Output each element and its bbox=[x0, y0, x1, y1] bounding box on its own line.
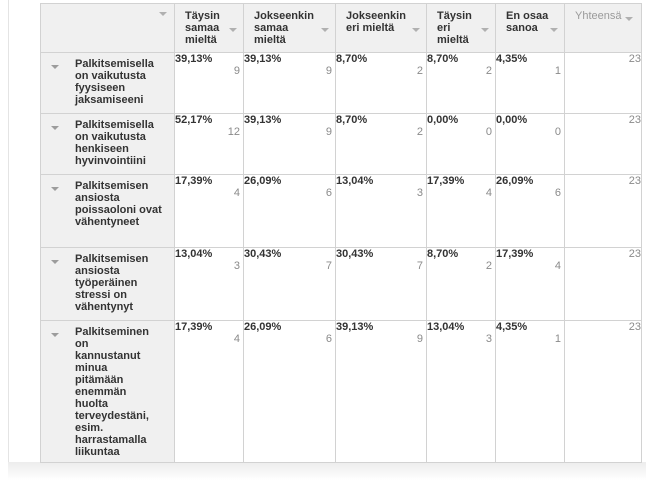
data-cell bbox=[336, 114, 427, 175]
percent-value: 17,39% bbox=[175, 321, 213, 333]
row-label: Palkitsemisen ansiosta poissaoloni ovat vähentyneet bbox=[75, 180, 162, 228]
row-label: Palkitsemisella on vaikutusta fyysiseen jaksamiseeni bbox=[75, 58, 154, 106]
percent-value: 17,39% bbox=[427, 175, 465, 187]
window-frame-left bbox=[8, 0, 9, 480]
column-header-label: Jokseenkin eri mieltä bbox=[346, 10, 406, 34]
count-value: 3 bbox=[485, 333, 492, 345]
data-cell bbox=[496, 321, 565, 463]
count-value: 0 bbox=[485, 126, 492, 138]
data-cell bbox=[427, 175, 496, 248]
column-header-label: Täysin samaa mieltä bbox=[185, 10, 220, 46]
data-cell bbox=[496, 248, 565, 321]
count-value: 12 bbox=[227, 126, 240, 138]
data-cell bbox=[336, 53, 427, 114]
row-label-cell bbox=[41, 248, 175, 321]
data-cell bbox=[427, 53, 496, 114]
count-value: 2 bbox=[485, 65, 492, 77]
header-row bbox=[41, 4, 642, 53]
table-row bbox=[41, 248, 642, 321]
column-header-label: Jokseenkin samaa mieltä bbox=[254, 10, 314, 46]
percent-value: 13,04% bbox=[175, 248, 213, 260]
count-value: 4 bbox=[554, 260, 561, 272]
row-label-cell bbox=[41, 321, 175, 463]
data-cell bbox=[175, 53, 244, 114]
row-label: Palkitsemisen ansiosta työperäinen stressi on vähentynyt bbox=[75, 253, 149, 313]
chevron-down-icon[interactable] bbox=[51, 187, 59, 191]
count-value: 4 bbox=[485, 187, 492, 199]
percent-value: 30,43% bbox=[244, 248, 282, 260]
data-cell bbox=[175, 321, 244, 463]
column-header[interactable] bbox=[336, 4, 427, 53]
chevron-down-icon[interactable] bbox=[550, 28, 558, 32]
percent-value: 0,00% bbox=[496, 114, 528, 126]
percent-value: 39,13% bbox=[336, 321, 374, 333]
column-header[interactable] bbox=[244, 4, 336, 53]
data-cell bbox=[336, 321, 427, 463]
count-value: 3 bbox=[416, 187, 423, 199]
count-value: 4 bbox=[233, 187, 240, 199]
percent-value: 13,04% bbox=[336, 175, 374, 187]
data-cell bbox=[427, 114, 496, 175]
chevron-down-icon[interactable] bbox=[321, 28, 329, 32]
column-header-total[interactable] bbox=[565, 4, 642, 53]
chevron-down-icon[interactable] bbox=[412, 28, 420, 32]
percent-value: 4,35% bbox=[496, 53, 528, 65]
count-value: 9 bbox=[325, 65, 332, 77]
percent-value: 17,39% bbox=[175, 175, 213, 187]
chevron-down-icon[interactable] bbox=[51, 65, 59, 69]
column-header[interactable] bbox=[427, 4, 496, 53]
count-value: 7 bbox=[416, 260, 423, 272]
percent-value: 13,04% bbox=[427, 321, 465, 333]
percent-value: 39,13% bbox=[244, 114, 282, 126]
data-cell bbox=[336, 248, 427, 321]
column-header[interactable] bbox=[175, 4, 244, 53]
count-value: 2 bbox=[416, 65, 423, 77]
percent-value: 52,17% bbox=[175, 114, 213, 126]
percent-value: 26,09% bbox=[244, 321, 282, 333]
data-cell bbox=[244, 321, 336, 463]
count-value: 9 bbox=[325, 126, 332, 138]
chevron-down-icon[interactable] bbox=[481, 28, 489, 32]
data-cell bbox=[175, 114, 244, 175]
data-cell bbox=[175, 248, 244, 321]
total-cell: 23 bbox=[565, 321, 642, 463]
count-value: 2 bbox=[485, 260, 492, 272]
data-cell bbox=[496, 175, 565, 248]
data-cell bbox=[336, 175, 427, 248]
chevron-down-icon[interactable] bbox=[229, 28, 237, 32]
percent-value: 30,43% bbox=[336, 248, 374, 260]
chevron-down-icon[interactable] bbox=[51, 126, 59, 130]
results-table bbox=[40, 3, 642, 463]
percent-value: 4,35% bbox=[496, 321, 528, 333]
count-value: 4 bbox=[233, 333, 240, 345]
percent-value: 8,70% bbox=[336, 53, 368, 65]
percent-value: 39,13% bbox=[175, 53, 213, 65]
percent-value: 8,70% bbox=[427, 53, 459, 65]
data-cell bbox=[244, 175, 336, 248]
count-value: 7 bbox=[325, 260, 332, 272]
chevron-down-icon[interactable] bbox=[51, 333, 59, 337]
corner-header[interactable] bbox=[41, 4, 175, 53]
table-bottom-shadow bbox=[8, 462, 646, 480]
table-row bbox=[41, 53, 642, 114]
row-label-cell bbox=[41, 53, 175, 114]
percent-value: 39,13% bbox=[244, 53, 282, 65]
data-cell bbox=[496, 114, 565, 175]
count-value: 6 bbox=[325, 333, 332, 345]
data-cell bbox=[244, 53, 336, 114]
percent-value: 0,00% bbox=[427, 114, 459, 126]
count-value: 2 bbox=[416, 126, 423, 138]
data-cell bbox=[496, 53, 565, 114]
data-cell bbox=[175, 175, 244, 248]
total-cell: 23 bbox=[565, 53, 642, 114]
percent-value: 8,70% bbox=[427, 248, 459, 260]
count-value: 6 bbox=[554, 187, 561, 199]
count-value: 9 bbox=[233, 65, 240, 77]
total-cell: 23 bbox=[565, 248, 642, 321]
table-row bbox=[41, 175, 642, 248]
count-value: 0 bbox=[554, 126, 561, 138]
percent-value: 17,39% bbox=[496, 248, 534, 260]
row-label: Palkitseminen on kannustanut minua pitämään enemmän huolta terveydestäni, esim. harrastamalla liikuntaa bbox=[75, 326, 149, 458]
count-value: 6 bbox=[325, 187, 332, 199]
total-cell: 23 bbox=[565, 114, 642, 175]
table-row bbox=[41, 321, 642, 463]
column-header-label: Yhteensä bbox=[575, 10, 622, 22]
count-value: 9 bbox=[416, 333, 423, 345]
data-cell bbox=[244, 248, 336, 321]
chevron-down-icon[interactable] bbox=[51, 260, 59, 264]
data-cell bbox=[427, 248, 496, 321]
chevron-down-icon[interactable] bbox=[625, 17, 633, 21]
count-value: 3 bbox=[233, 260, 240, 272]
column-header-label: Täysin eri mieltä bbox=[437, 10, 472, 46]
column-header[interactable] bbox=[496, 4, 565, 53]
percent-value: 26,09% bbox=[496, 175, 534, 187]
chevron-down-icon[interactable] bbox=[159, 12, 167, 16]
percent-value: 8,70% bbox=[336, 114, 368, 126]
data-cell bbox=[427, 321, 496, 463]
percent-value: 26,09% bbox=[244, 175, 282, 187]
row-label: Palkitsemisella on vaikutusta henkiseen hyvinvointiini bbox=[75, 119, 154, 167]
row-label-cell bbox=[41, 175, 175, 248]
column-header-label: En osaa sanoa bbox=[506, 10, 549, 34]
total-cell: 23 bbox=[565, 175, 642, 248]
count-value: 1 bbox=[554, 65, 561, 77]
data-cell bbox=[244, 114, 336, 175]
row-label-cell bbox=[41, 114, 175, 175]
table-row bbox=[41, 114, 642, 175]
count-value: 1 bbox=[554, 333, 561, 345]
